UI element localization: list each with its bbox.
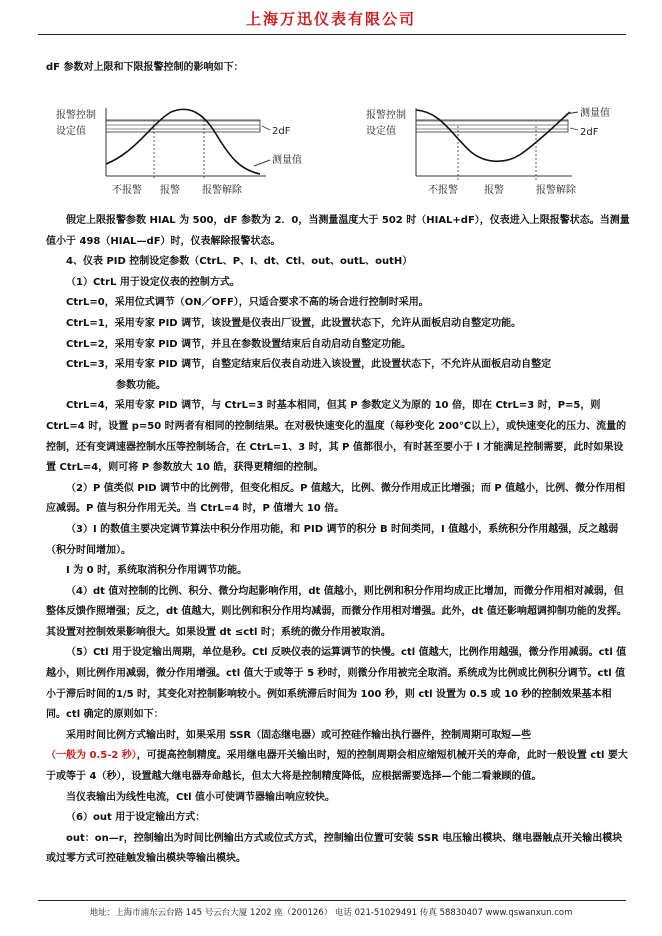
upper-alarm-diagram [56, 104, 326, 200]
paragraph: （一般为 0.5-2 秒），可提高控制精度。采用继电器开关输出时，短的控制周期会相应缩短机械开关的寿命，此时一般设置 ctl 要大于或等于 4（秒），设置越大继电器寿命越长，但太大将是控制精度降低，应根据需要选择—个能二看兼顾的值。 [46, 750, 628, 783]
paragraph: （1）CtrL 用于设定仪表的控制方式。 [66, 276, 240, 288]
footer-contact: 地址：上海市浦东云台路 145 号云台大厦 1202 座（200126） 电话 021-51029491 传真 58830407 www.qswanxun.com [89, 908, 573, 918]
paragraph: 当仪表输出为线性电流，Ctl 值小可使调节器输出响应较快。 [66, 791, 336, 803]
company-header: 上海万迅仪表有限公司 [245, 10, 416, 28]
measured-curve [106, 109, 260, 174]
alarm-control-label: 报警控制 [56, 110, 96, 121]
intro-text: dF 参数对上限和下限报警控制的影响如下： [46, 62, 244, 73]
paragraph: （3）I 的数值主要决定调节算法中积分作用功能，和 PID 调节的积分 B 时间类同，I 值越小，系统积分作用越强，反之越弱（积分时间增加）。 [46, 523, 619, 556]
measured-curve [416, 110, 570, 161]
alarm-off-label: 报警解除 [536, 185, 576, 196]
header-divider [38, 34, 626, 35]
alarm-control-label: 报警控制 [366, 110, 406, 121]
paragraph: 假定上限报警参数 HIAL 为 500，dF 参数为 2．0，当测量温度大于 502 时（HIAL+dF），仪表进入上限报警状态。当测量值小于 498（HIAL—dF）时，仪表解除报警状态。 [46, 215, 630, 247]
paragraph: CtrL=1，采用专家 PID 调节，该设置是仪表出厂设置，此设置状态下，允许从面板启动自整定功能。 [66, 317, 522, 329]
paragraph: （4）dt 值对控制的比例、积分、微分均起影响作用，dt 值越小，则比例和积分作用均成正比增加，而微分作用相对减弱，但整体反馈作照增强；反之，dt 值越大，则比例和积分作用均减弱，而微分作用相对增强。此外，dt 值还影响超调抑制功能的发挥。其设置对控制效果影响很大。如果设置 dt ≤ctl 时；系统的微分作用被取消。 [46, 585, 627, 638]
paragraph: CtrL=2，采用专家 PID 调节，并且在参数设置结束后自动启动自整定功能。 [66, 338, 412, 350]
paragraph: （6）out 用于设定输出方式： [66, 812, 206, 824]
paragraph: I 为 0 时，系统取消积分作用调节功能。 [66, 565, 248, 577]
lower-alarm-diagram [366, 104, 636, 200]
body-text [46, 211, 630, 870]
measured-value-label: 测量值 [272, 155, 302, 166]
alarm-on-label: 报警 [484, 185, 504, 196]
alarm-on-label: 报警 [160, 185, 180, 196]
footer-divider [38, 900, 626, 901]
paragraph: （2）P 值类似 PID 调节中的比例带，但变化相反。P 值越大，比例、微分作用成正比增强；而 P 值越小，比例、微分作用相应减弱。P 值与积分作用无关。当 CtrL=4 时，P 值增大 10 倍。 [46, 482, 626, 515]
df-label: 2dF [272, 126, 291, 137]
highlight-text: （一般为 0.5-2 秒） [46, 750, 137, 762]
paragraph: CtrL=0，采用位式调节（ON／OFF），只适合要求不高的场合进行控制时采用。 [66, 297, 429, 309]
section-heading: 4、仪表 PID 控制设定参数（CtrL、P、I、dt、Ctl、out、outL、outH） [66, 256, 413, 268]
paragraph: out：on—r，控制输出为时间比例输出方式或位式方式，控制输出位置可安装 SSR 电压输出模块、继电器触点开关输出模块或过零方式可控硅触发输出模块等输出模块。 [46, 832, 623, 865]
setpoint-label: 设定值 [366, 126, 396, 137]
paragraph: CtrL=3，采用专家 PID 调节，自整定结束后仪表自动进入该设置，此设置状态下，不允许从面板启动自整定 [66, 359, 552, 371]
hysteresis-band [416, 120, 568, 132]
setpoint-label: 设定值 [56, 126, 86, 137]
no-alarm-label: 不报警 [428, 185, 458, 196]
no-alarm-label: 不报警 [112, 185, 142, 196]
df-label: 2dF [580, 127, 599, 138]
paragraph: CtrL=4，采用专家 PID 调节，与 CtrL=3 时基本相同，但其 P 参数定义为原的 10 倍，即在 CtrL=3 时，P=5，则 CtrL=4 时，设置 p=50 时两者有相同的控制结果。在对极快速变化的温度（每秒变化 200℃以上），或快速变化的压力、流量的控制，还有变调速器控制水压等控制场合，在 CtrL=1、3 时，其 P 值都很小，有时甚至要小于 l 才能满足控制需要，此时如果设置 CtrL=4，则可将 P 参数放大 10 皓，获得更精细的控制。 [46, 400, 627, 474]
alarm-off-label: 报警解除 [202, 185, 242, 196]
measured-value-label: 测量值 [580, 108, 610, 119]
paragraph: （5）Ctl 用于设定输出周期，单位是秒。Ctl 反映仪表的运算调节的快慢。ctl 值越大，比例作用越强，微分作用减弱。ctl 值越小，则比例作用减弱，微分作用增强。ctl 值大于或等于 5 秒时，则微分作用被完全取消。系统成为比例或比例积分调节。ctl 值小于滞后时间的1/5 时，其变化对控制影响较小。例如系统滞后时间为 100 秒，则 ctl 设置为 0.5 或 10 秒的控制效果基本相同。ctl 确定的原则如下： [46, 647, 627, 721]
paragraph: 采用时间比例方式输出时，如果采用 SSR（固态继电器）或可控硅作输出执行器件，控制周期可取短—些 [66, 729, 532, 741]
hysteresis-band [106, 120, 260, 132]
paragraph: 参数功能。 [116, 379, 166, 391]
